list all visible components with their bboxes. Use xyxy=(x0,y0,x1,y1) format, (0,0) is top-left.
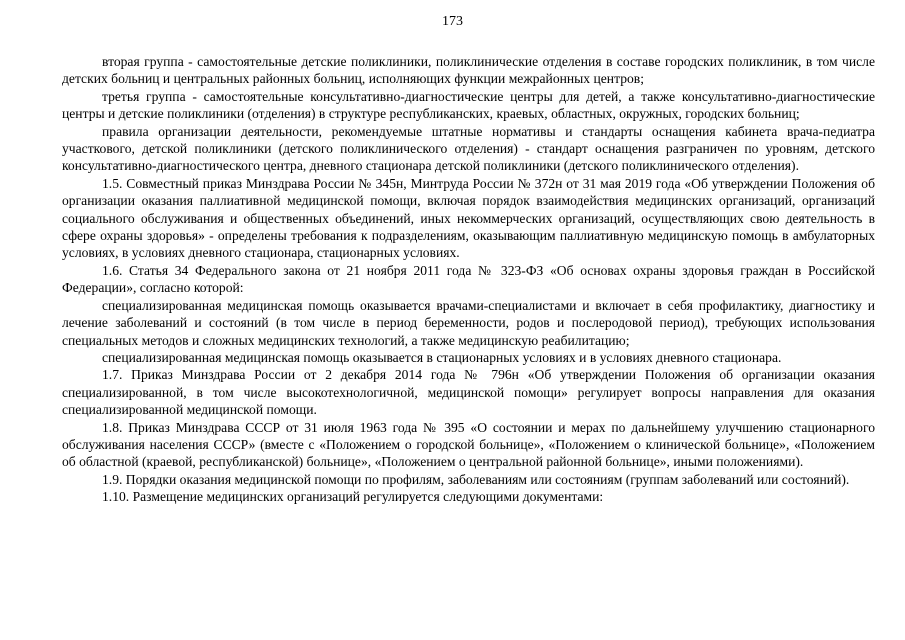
paragraph-item-1-7: 1.7. Приказ Минздрава России от 2 декабря 2014 года № 796н «Об утверждении Положения об организации оказания специализированной, в том числе высокотехнологичной, медицинской помощи» регулирует вопросы направления для оказания специализированной медицинской помощи. xyxy=(62,367,875,418)
paragraph-specialized-care-definition: специализированная медицинская помощь оказывается врачами-специалистами и включает в себя профилактику, диагностику и лечение заболеваний и состояний (в том числе в период беременности, родов и послеродовой период), требующих использования специальных методов и сложных медицинских технологий, а также медицинскую реабилитацию; xyxy=(62,297,875,348)
paragraph-item-1-8: 1.8. Приказ Минздрава СССР от 31 июля 1963 года № 395 «О состоянии и мерах по дальнейшему улучшению стационарного обслуживания населения СССР» (вместе с «Положением о городской больнице», «Положением о клинической больнице», «Положением об областной (краевой, республиканской) больнице», «Положением о центральной районной больнице», иными положениями). xyxy=(62,419,875,470)
paragraph-second-group: вторая группа - самостоятельные детские поликлиники, поликлинические отделения в составе городских поликлиник, в том числе детских больниц и центральных районных больниц, исполняющих функции межрайонных центров; xyxy=(62,54,875,87)
paragraph-item-1-5: 1.5. Совместный приказ Минздрава России № 345н, Минтруда России № 372н от 31 мая 2019 года «Об утверждении Положения об организации оказания паллиативной медицинской помощи, включая порядок взаимодействия медицинских организаций, организаций социального обслуживания и общественных объединений, иных некоммерческих организаций, осуществляющих свою деятельность в сфере охраны здоровья» - определены требования к подразделениям, оказывающим паллиативную медицинскую помощь в амбулаторных условиях, в условиях дневного стационара, стационарных условиях. xyxy=(62,175,875,261)
page-number: 173 xyxy=(442,14,463,29)
paragraph-item-1-10: 1.10. Размещение медицинских организаций регулируется следующими документами: xyxy=(102,489,604,505)
paragraph-specialized-care-conditions: специализированная медицинская помощь оказывается в стационарных условиях и в условиях дневного стационара. xyxy=(102,349,782,365)
paragraph-third-group: третья группа - самостоятельные консультативно-диагностические центры для детей, а также консультативно-диагностические центры и детские поликлиники (отделения) в структуре республиканских, краевых, областных, окружных, городских больниц; xyxy=(62,88,875,122)
paragraph-item-1-6: 1.6. Статья 34 Федерального закона от 21 ноября 2011 года № 323-ФЗ «Об основах охраны здоровья граждан в Российской Федерации», согласно которой: xyxy=(62,262,875,296)
paragraph-item-1-9: 1.9. Порядки оказания медицинской помощи по профилям, заболеваниям или состояниям (группам заболеваний или состояний). xyxy=(102,471,850,487)
paragraph-organization-rules: правила организации деятельности, рекомендуемые штатные нормативы и стандарты оснащения кабинета врача-педиатра участкового, детской поликлиники (детского поликлинического отделения) - стандарт оснащения разграничен по уровням, детского консультативно-диагностического центра, дневного стационара детской поликлиники (детского поликлинического отделения). xyxy=(62,123,875,174)
document-body xyxy=(62,53,875,506)
